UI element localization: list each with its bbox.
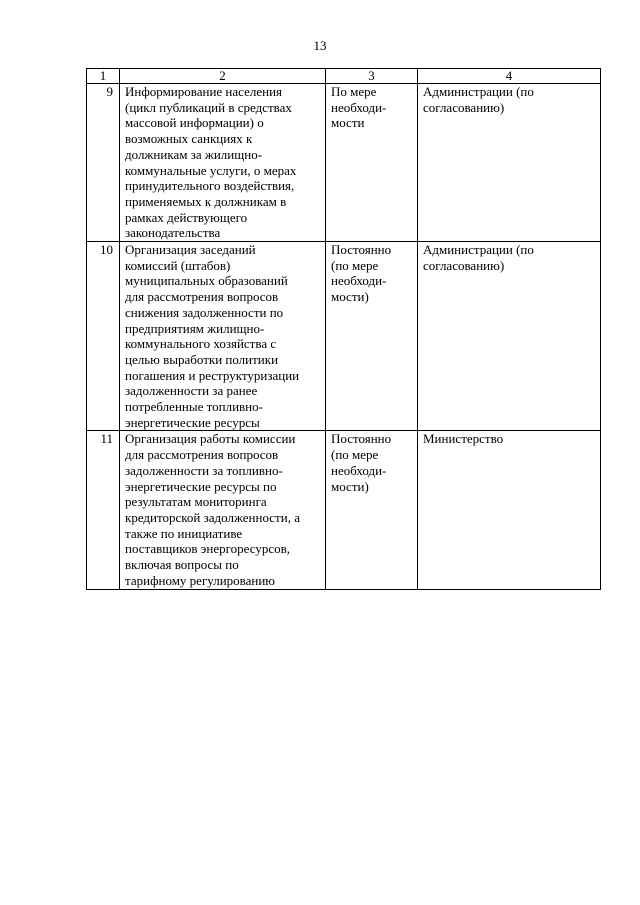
row-action: Организация работы комиссии для рассмотрения вопросов задолженности за топливно- энергетические ресурсы по результатам мониторинга кредиторской задолженности, а также по инициативе поставщиков энергоресурсов, включая вопросы по тарифному регулированию [120,431,326,589]
column-header-action: 2 [120,69,326,84]
row-responsible: Министерство [418,431,601,589]
table-row [87,84,601,242]
table-header-row [87,69,601,84]
row-term: Постоянно (по мере необходи- мости) [326,242,418,431]
row-number: 9 [87,84,120,242]
row-responsible: Администрации (по согласованию) [418,242,601,431]
measures-table [86,68,601,590]
row-term: Постоянно (по мере необходи- мости) [326,431,418,589]
page-number: 13 [313,38,327,53]
column-header-number: 1 [87,69,120,84]
row-number: 10 [87,242,120,431]
column-header-responsible: 4 [418,69,601,84]
row-responsible: Администрации (по согласованию) [418,84,601,242]
row-action: Информирование населения (цикл публикаций в средствах массовой информации) о возможных санкциях к должникам за жилищно- коммунальные услуги, о мерах принудительного воздействия, применяемых к должникам в рамках действующего законодательства [120,84,326,242]
table-row [87,431,601,589]
row-term: По мере необходи- мости [326,84,418,242]
column-header-term: 3 [326,69,418,84]
table-row [87,242,601,431]
row-number: 11 [87,431,120,589]
row-action: Организация заседаний комиссий (штабов) муниципальных образований для рассмотрения вопросов снижения задолженности по предприятиям жилищно- коммунального хозяйства с целью выработки политики погашения и реструктуризации задолженности за ранее потребленные топливно- энергетические ресурсы [120,242,326,431]
